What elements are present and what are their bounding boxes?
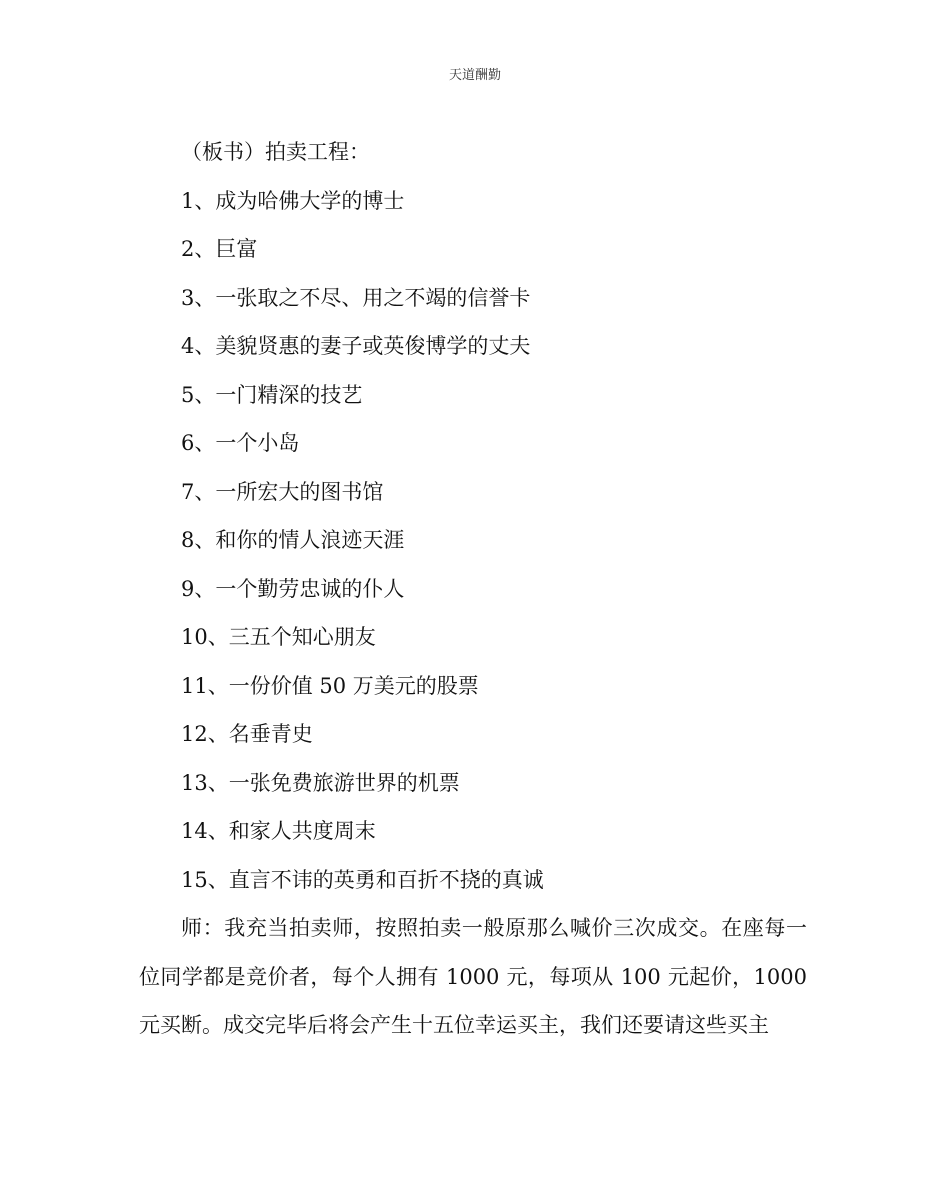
list-item: 2、巨富 (181, 237, 258, 261)
list-item: 12、名垂青史 (181, 722, 313, 746)
list-item: 13、一张免费旅游世界的机票 (181, 770, 460, 795)
auction-item-list (139, 177, 807, 905)
list-item: 8、和你的情人浪迹天涯 (181, 528, 405, 552)
list-item: 10、三五个知心朋友 (181, 625, 376, 649)
list-item: 9、一个勤劳忠诚的仆人 (181, 576, 405, 601)
list-item: 15、直言不讳的英勇和百折不挠的真诚 (181, 867, 544, 892)
list-item: 6、一个小岛 (181, 431, 300, 455)
list-item: 1、成为哈佛大学的博士 (181, 188, 405, 213)
list-item: 4、美貌贤惠的妻子或英俊博学的丈夫 (181, 334, 531, 358)
list-item: 7、一所宏大的图书馆 (181, 479, 384, 504)
document-body (139, 128, 807, 1050)
list-item: 14、和家人共度周末 (181, 819, 376, 843)
body-paragraph: 师：我充当拍卖师，按照拍卖一般原那么喊价三次成交。在座每一位同学都是竞价者，每个人拥有 1000 元，每项从 100 元起价，1000 元买断。成交完毕后将会产生十五位幸运买主，我们还要请这些买主 (139, 916, 807, 1037)
section-heading: （板书）拍卖工程： (181, 140, 370, 164)
list-item: 5、一门精深的技艺 (181, 382, 363, 407)
page-header: 天道酬勤 (448, 68, 501, 83)
list-item: 11、一份价值 50 万美元的股票 (181, 673, 479, 698)
list-item: 3、一张取之不尽、用之不竭的信誉卡 (181, 285, 531, 310)
